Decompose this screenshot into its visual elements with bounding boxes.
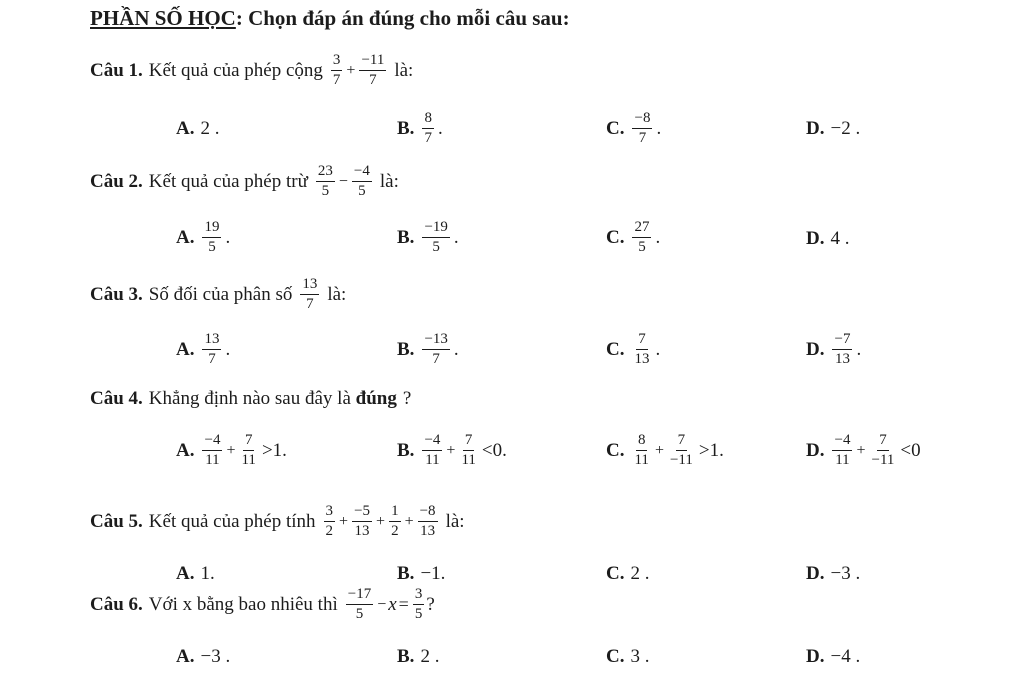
fraction [359, 52, 386, 90]
option-tail: . [437, 117, 443, 139]
denominator: 11 [425, 452, 440, 469]
question-text: Kết quả của phép tính [148, 510, 316, 532]
option-d[interactable] [806, 331, 861, 369]
option-letter: D. [806, 228, 825, 249]
numerator: 3 [413, 586, 425, 605]
option-letter: A. [176, 118, 195, 139]
numerator: 8 [636, 432, 648, 451]
question-label: Câu 5. [90, 510, 143, 532]
question-label: Câu 6. [90, 593, 143, 615]
fraction [422, 331, 449, 369]
numerator: 13 [202, 331, 221, 350]
comparison: <0 [900, 439, 921, 461]
numerator: −4 [352, 163, 372, 182]
operator: + [654, 441, 664, 459]
option-b[interactable] [397, 646, 439, 668]
fraction [632, 110, 652, 148]
option-letter: B. [397, 338, 415, 360]
fraction [389, 503, 401, 541]
question-label: Câu 2. [90, 170, 143, 192]
fraction [352, 503, 372, 541]
denominator: 7 [638, 130, 647, 147]
numerator: −4 [832, 432, 852, 451]
denominator: 11 [205, 452, 220, 469]
denominator: 5 [638, 239, 646, 256]
numerator: −4 [422, 432, 442, 451]
fraction [324, 503, 336, 541]
denominator: 11 [634, 452, 649, 469]
denominator: 11 [241, 452, 256, 469]
operator: + [226, 441, 236, 459]
denominator: 5 [358, 183, 366, 200]
option-tail: . [656, 117, 662, 139]
option-expression [420, 432, 506, 470]
numerator: 7 [636, 331, 648, 350]
fraction [316, 163, 335, 201]
question-text: Số đối của phân số [148, 283, 293, 305]
option-value: 4 . [830, 228, 850, 249]
option-a[interactable] [176, 563, 215, 585]
fraction [418, 503, 438, 541]
fraction [632, 432, 650, 470]
question-label: Câu 3. [90, 283, 143, 305]
question-end: là: [379, 170, 399, 192]
operator: = [398, 594, 409, 615]
option-value: 2 . [420, 646, 440, 667]
numerator: −11 [359, 52, 386, 71]
denominator: 5 [321, 183, 330, 200]
option-letter: C. [606, 117, 625, 139]
question-2 [90, 163, 399, 201]
operator: + [856, 441, 866, 459]
question-text: Kết quả của phép trừ [148, 170, 308, 192]
fraction [202, 432, 222, 470]
fraction [632, 219, 651, 257]
variable: x [388, 593, 397, 615]
option-expression [200, 432, 286, 470]
question-1 [90, 52, 413, 90]
section-title-rest: : Chọn đáp án đúng cho mỗi câu sau: [235, 6, 570, 30]
option-letter: B. [397, 226, 415, 248]
question-text-main: Khẳng định nào sau đây là [148, 388, 351, 409]
option-value: −3 . [200, 646, 231, 667]
denominator: 7 [306, 296, 314, 313]
option-d[interactable] [806, 646, 860, 668]
option-tail: . [655, 226, 661, 248]
option-value: −2 . [830, 118, 861, 139]
numerator: −19 [422, 219, 449, 238]
numerator: −5 [352, 503, 372, 522]
option-letter: D. [806, 563, 825, 584]
fraction [239, 432, 257, 470]
option-tail: . [453, 226, 459, 248]
denominator: 13 [834, 351, 850, 368]
question-text: Kết quả của phép cộng [148, 59, 323, 81]
comparison: >1. [261, 439, 287, 461]
operator: + [339, 512, 349, 530]
numerator: 3 [324, 503, 336, 522]
question-expression [322, 503, 440, 541]
option-c[interactable] [606, 219, 660, 257]
fraction [202, 219, 221, 257]
numerator: 19 [202, 219, 221, 238]
question-3 [90, 276, 346, 314]
option-b[interactable] [397, 432, 507, 470]
fraction [422, 432, 442, 470]
option-d[interactable] [806, 563, 860, 585]
question-expression [344, 586, 427, 624]
question-end: là: [394, 59, 414, 81]
question-6 [90, 586, 435, 624]
numerator: 1 [389, 503, 401, 522]
option-a[interactable] [176, 219, 230, 257]
fraction [352, 163, 372, 201]
option-letter: A. [176, 439, 195, 461]
option-letter: B. [397, 563, 415, 584]
numerator: −17 [346, 586, 373, 605]
fraction [422, 110, 434, 148]
question-label: Câu 4. [90, 388, 143, 409]
numerator: −13 [422, 331, 449, 350]
option-a[interactable] [176, 646, 230, 668]
option-tail: . [225, 338, 231, 360]
fraction [832, 432, 852, 470]
numerator: 7 [877, 432, 889, 451]
option-letter: D. [806, 646, 825, 667]
numerator: −7 [832, 331, 852, 350]
operator: + [376, 512, 386, 530]
fraction [668, 432, 695, 470]
option-letter: D. [806, 439, 825, 461]
denominator: 2 [391, 523, 399, 540]
option-expression [630, 432, 723, 470]
operator: + [404, 512, 414, 530]
option-letter: C. [606, 226, 625, 248]
denominator: 5 [208, 239, 216, 256]
question-end: là: [327, 283, 347, 305]
denominator: 7 [208, 351, 216, 368]
option-b[interactable] [397, 563, 445, 585]
option-c[interactable] [606, 331, 660, 369]
option-a[interactable] [176, 118, 219, 140]
option-b[interactable] [397, 331, 459, 369]
numerator: 23 [316, 163, 335, 182]
denominator: 7 [369, 72, 377, 89]
option-c[interactable] [606, 432, 724, 470]
question-5 [90, 503, 465, 541]
option-a[interactable] [176, 432, 287, 470]
denominator: 13 [420, 523, 436, 540]
option-tail: . [225, 226, 231, 248]
denominator: 7 [424, 130, 432, 147]
fraction [202, 331, 221, 369]
denominator: 5 [432, 239, 440, 256]
question-expression [314, 163, 374, 201]
option-value: 1. [200, 563, 215, 584]
option-letter: C. [606, 563, 625, 584]
option-c[interactable] [606, 646, 649, 668]
fraction [832, 331, 852, 369]
option-value: −3 . [830, 563, 861, 584]
fraction [422, 219, 449, 257]
section-title-underlined: PHẦN SỐ HỌC [90, 6, 236, 30]
fraction [869, 432, 896, 470]
numerator: −4 [202, 432, 222, 451]
denominator: 5 [355, 606, 364, 623]
option-d[interactable] [806, 228, 849, 250]
option-d[interactable] [806, 432, 921, 470]
denominator: 11 [835, 452, 850, 469]
operator: + [346, 61, 356, 79]
operator: − [338, 172, 348, 190]
question-label: Câu 1. [90, 59, 143, 81]
option-expression [830, 432, 920, 470]
option-letter: C. [606, 439, 625, 461]
option-value: 2 . [200, 118, 220, 139]
option-c[interactable] [606, 563, 649, 585]
option-letter: A. [176, 563, 195, 584]
option-c[interactable] [606, 110, 661, 148]
fraction [300, 276, 319, 314]
option-tail: . [856, 338, 862, 360]
option-letter: B. [397, 646, 415, 667]
numerator: 7 [243, 432, 255, 451]
option-letter: C. [606, 338, 625, 360]
option-a[interactable] [176, 331, 230, 369]
fraction [459, 432, 477, 470]
option-letter: A. [176, 226, 195, 248]
denominator: 13 [634, 351, 650, 368]
option-letter: A. [176, 646, 195, 667]
option-d[interactable] [806, 118, 860, 140]
question-expression [298, 276, 321, 314]
question-text: Với x bằng bao nhiêu thì [148, 593, 338, 615]
option-value: 3 . [630, 646, 650, 667]
option-letter: B. [397, 117, 415, 139]
question-end: ? [426, 593, 435, 615]
fraction [632, 331, 651, 369]
option-letter: A. [176, 338, 195, 360]
numerator: 7 [463, 432, 475, 451]
question-text-bold: đúng [355, 388, 397, 409]
numerator: 8 [422, 110, 434, 129]
numerator: 7 [676, 432, 688, 451]
question-text [149, 388, 397, 410]
option-b[interactable] [397, 110, 443, 148]
option-b[interactable] [397, 219, 459, 257]
operator: − [377, 595, 387, 613]
fraction [331, 52, 343, 90]
numerator: −8 [418, 503, 438, 522]
comparison: >1. [698, 439, 724, 461]
question-end: ? [402, 388, 412, 409]
operator: + [446, 441, 456, 459]
denominator: 2 [325, 523, 334, 540]
numerator: −8 [632, 110, 652, 129]
question-end: là: [445, 510, 465, 532]
option-letter: B. [397, 439, 415, 461]
fraction [346, 586, 373, 624]
question-4 [90, 388, 411, 410]
option-value: −1. [420, 563, 446, 584]
fraction [413, 586, 425, 624]
option-tail: . [453, 338, 459, 360]
denominator: 7 [332, 72, 341, 89]
numerator: 13 [300, 276, 319, 295]
numerator: 27 [632, 219, 651, 238]
denominator: −11 [871, 452, 895, 469]
option-value: 2 . [630, 563, 650, 584]
option-letter: D. [806, 118, 825, 139]
comparison: <0. [481, 439, 507, 461]
denominator: 7 [432, 351, 440, 368]
denominator: 5 [414, 606, 423, 623]
option-letter: C. [606, 646, 625, 667]
question-expression [329, 52, 388, 90]
option-tail: . [655, 338, 661, 360]
denominator: 13 [354, 523, 370, 540]
option-value: −4 . [830, 646, 861, 667]
option-letter: D. [806, 338, 825, 360]
denominator: 11 [461, 452, 476, 469]
denominator: −11 [669, 452, 693, 469]
section-title [90, 6, 570, 31]
numerator: 3 [331, 52, 343, 71]
